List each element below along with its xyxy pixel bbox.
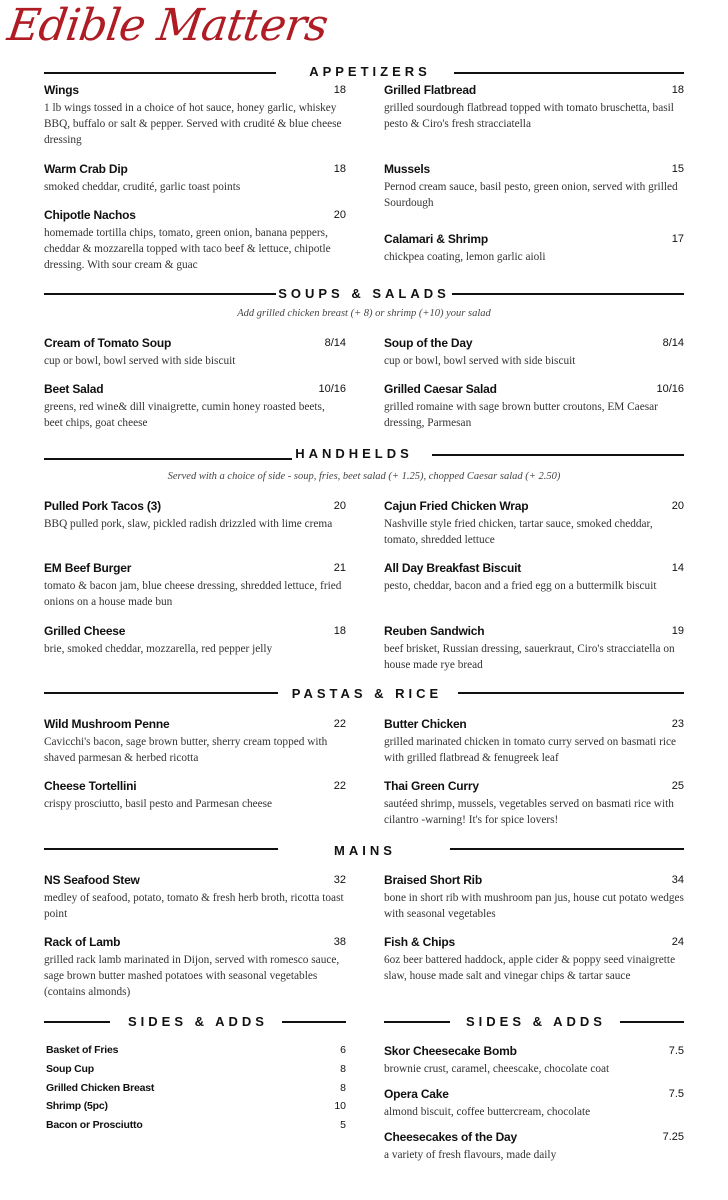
dessert-item-skor-cheesecake-bomb: [384, 1044, 684, 1077]
menu-item-chipotle-nachos: [44, 208, 346, 273]
section-divider: [452, 293, 684, 295]
item-description: beef brisket, Russian dressing, sauerkraut, Ciro's stracciatella on house made rye bread: [384, 643, 675, 671]
menu-item-ns-seafood-stew: [44, 873, 346, 922]
menu-item-calamari-shrimp: [384, 232, 684, 265]
menu-item-cajun-fried-chicken-wrap: [384, 499, 684, 548]
item-description: Pernod cream sauce, basil pesto, green onion, served with grilled Sourdough: [384, 181, 678, 209]
section-divider: [450, 848, 684, 850]
item-description: pesto, cheddar, bacon and a fried egg on a buttermilk biscuit: [384, 580, 657, 592]
menu-item-wings: [44, 83, 346, 148]
item-name: Beet Salad: [44, 382, 104, 396]
menu-item-pulled-pork-tacos: [44, 499, 346, 532]
item-name: Butter Chicken: [384, 717, 467, 731]
item-description: smoked cheddar, crudité, garlic toast points: [44, 181, 241, 193]
menu-item-grilled-cheese: [44, 624, 346, 657]
menu-item-braised-short-rib: [384, 873, 684, 922]
section-note: Add grilled chicken breast (+ 8) or shrimp (+10) your salad: [237, 308, 491, 319]
item-price: 7.25: [662, 1131, 684, 1143]
menu-item-beet-salad: [44, 382, 346, 431]
item-description: 6oz beer battered haddock, apple cider & poppy seed vinaigrette slaw, house made salt and vinegar chips & tartar sauce: [384, 954, 676, 982]
section-title-pastas-rice: PASTAS & RICE: [291, 686, 443, 701]
item-description: cup or bowl, bowl served with side biscuit: [384, 355, 576, 367]
item-name: Wild Mushroom Penne: [44, 717, 170, 731]
item-price: 18: [333, 84, 346, 96]
section-divider: [454, 72, 684, 74]
item-description: sautéed shrimp, mussels, vegetables served on basmati rice with cilantro -warning! It's for spice lovers!: [384, 798, 674, 826]
section-divider: [44, 692, 278, 694]
item-name: Cajun Fried Chicken Wrap: [384, 499, 529, 513]
item-name: Calamari & Shrimp: [384, 232, 488, 246]
item-name: Rack of Lamb: [44, 935, 121, 949]
item-price: 8: [340, 1063, 346, 1075]
item-price: 32: [333, 874, 346, 886]
section-divider: [44, 848, 278, 850]
item-price: 10/16: [656, 383, 684, 395]
item-name: Skor Cheesecake Bomb: [384, 1044, 517, 1058]
item-description: grilled rack lamb marinated in Dijon, served with romesco sauce, sage brown butter mashed potatoes with seasonal vegetables (contains almonds): [44, 954, 340, 998]
menu-item-all-day-breakfast-biscuit: [384, 561, 684, 594]
item-name: Wings: [44, 83, 79, 97]
item-price: 21: [333, 562, 346, 574]
item-price: 14: [671, 562, 684, 574]
menu-item-thai-green-curry: [384, 779, 684, 828]
menu-item-fish-chips: [384, 935, 684, 984]
item-name: Bacon or Prosciutto: [46, 1119, 143, 1131]
menu-item-rack-of-lamb: [44, 935, 346, 1000]
item-description: almond biscuit, coffee buttercream, chocolate: [384, 1106, 591, 1118]
item-name: Chipotle Nachos: [44, 208, 136, 222]
item-name: Reuben Sandwich: [384, 624, 485, 638]
item-name: EM Beef Burger: [44, 561, 132, 575]
item-name: Grilled Cheese: [44, 624, 126, 638]
item-price: 10/16: [318, 383, 346, 395]
item-price: 23: [671, 718, 684, 730]
item-price: 8: [340, 1082, 346, 1094]
item-name: Cheesecakes of the Day: [384, 1130, 518, 1144]
section-divider: [384, 1021, 450, 1023]
section-note: Served with a choice of side - soup, fries, beet salad (+ 1.25), chopped Caesar salad (+ 2.50): [167, 471, 561, 482]
section-title-sides-adds-right: SIDES & ADDS: [466, 1014, 606, 1029]
item-price: 20: [333, 209, 346, 221]
item-name: Braised Short Rib: [384, 873, 482, 887]
item-price: 6: [340, 1044, 346, 1056]
section-divider: [620, 1021, 684, 1023]
item-description: tomato & bacon jam, blue cheese dressing, shredded lettuce, fried onions on a house made bun: [44, 580, 342, 608]
menu-item-butter-chicken: [384, 717, 684, 766]
item-description: a variety of fresh flavours, made daily: [384, 1149, 557, 1161]
item-price: 38: [333, 936, 346, 948]
section-divider: [282, 1021, 346, 1023]
item-name: Soup Cup: [46, 1063, 94, 1075]
item-description: homemade tortilla chips, tomato, green onion, banana peppers, cheddar & mozzarella topped with taco beef & lettuce, chipotle dressing. With sour cream & guac: [44, 227, 331, 271]
item-description: chickpea coating, lemon garlic aioli: [384, 251, 546, 263]
section-title-handhelds: HANDHELDS: [295, 446, 413, 461]
item-description: crispy prosciutto, basil pesto and Parmesan cheese: [44, 798, 273, 810]
side-item-shrimp: [46, 1099, 346, 1114]
item-description: brownie crust, caramel, cheescake, chocolate coat: [384, 1063, 610, 1075]
item-description: 1 lb wings tossed in a choice of hot sauce, honey garlic, whiskey BBQ, buffalo or salt & pepper. Served with crudité & blue cheese dressing: [44, 102, 342, 146]
item-description: grilled romaine with sage brown butter croutons, EM Caesar dressing, Parmesan: [384, 401, 658, 429]
menu-item-reuben-sandwich: [384, 624, 684, 673]
item-price: 15: [671, 163, 684, 175]
section-divider: [458, 692, 684, 694]
item-description: BBQ pulled pork, slaw, pickled radish drizzled with lime crema: [44, 518, 333, 530]
section-divider: [44, 72, 276, 74]
item-description: Cavicchi's bacon, sage brown butter, sherry cream topped with shaved parmesan & herbed ricotta: [44, 736, 328, 764]
item-name: Opera Cake: [384, 1087, 449, 1101]
menu-item-warm-crab-dip: [44, 162, 346, 195]
item-price: 17: [671, 233, 684, 245]
item-description: bone in short rib with mushroom pan jus, house cut potato wedges with seasonal vegetables: [384, 892, 684, 920]
item-name: Shrimp (5pc): [46, 1100, 108, 1112]
item-name: Pulled Pork Tacos (3): [44, 499, 161, 513]
item-description: grilled sourdough flatbread topped with tomato bruschetta, basil pesto & Ciro's fresh stracciatella: [384, 102, 674, 130]
item-description: cup or bowl, bowl served with side biscuit: [44, 355, 236, 367]
item-description: medley of seafood, potato, tomato & fresh herb broth, ricotta toast point: [44, 892, 344, 920]
item-name: Basket of Fries: [46, 1044, 119, 1056]
item-price: 34: [671, 874, 684, 886]
side-item-soup-cup: [46, 1062, 346, 1077]
item-name: Warm Crab Dip: [44, 162, 128, 176]
item-price: 25: [671, 780, 684, 792]
item-price: 18: [671, 84, 684, 96]
side-item-basket-of-fries: [46, 1043, 346, 1058]
item-price: 19: [671, 625, 684, 637]
menu-item-cheese-tortellini: [44, 779, 346, 812]
menu-item-em-beef-burger: [44, 561, 346, 610]
section-title-mains: MAINS: [334, 843, 396, 858]
item-name: NS Seafood Stew: [44, 873, 140, 887]
item-description: Nashville style fried chicken, tartar sauce, smoked cheddar, tomato, shredded lettuce: [384, 518, 653, 546]
section-title-appetizers: APPETIZERS: [309, 64, 431, 79]
item-name: Soup of the Day: [384, 336, 473, 350]
section-divider: [44, 458, 292, 460]
item-price: 10: [334, 1100, 346, 1112]
item-price: 20: [333, 500, 346, 512]
item-price: 7.5: [668, 1088, 684, 1100]
menu-item-cream-of-tomato-soup: [44, 336, 346, 369]
item-name: Grilled Flatbread: [384, 83, 476, 97]
side-item-grilled-chicken-breast: [46, 1081, 346, 1096]
menu-item-soup-of-the-day: [384, 336, 684, 369]
item-description: greens, red wine& dill vinaigrette, cumin honey roasted beets, beet chips, goat cheese: [44, 401, 325, 429]
menu-item-wild-mushroom-penne: [44, 717, 346, 766]
menu-item-grilled-caesar-salad: [384, 382, 684, 431]
section-divider: [44, 293, 276, 295]
item-name: Cheese Tortellini: [44, 779, 137, 793]
item-price: 5: [340, 1119, 346, 1131]
section-title-sides-adds-left: SIDES & ADDS: [128, 1014, 268, 1029]
item-price: 18: [333, 163, 346, 175]
section-title-soups-salads: SOUPS & SALADS: [278, 286, 450, 301]
item-price: 22: [333, 718, 346, 730]
item-description: brie, smoked cheddar, mozzarella, red pepper jelly: [44, 643, 273, 655]
side-item-bacon-or-prosciutto: [46, 1118, 346, 1133]
item-price: 20: [671, 500, 684, 512]
section-divider: [432, 454, 684, 456]
item-name: All Day Breakfast Biscuit: [384, 561, 522, 575]
item-price: 24: [671, 936, 684, 948]
item-name: Mussels: [384, 162, 430, 176]
item-description: grilled marinated chicken in tomato curry served on basmati rice with grilled flatbread & fenugreek leaf: [384, 736, 677, 764]
item-name: Grilled Caesar Salad: [384, 382, 497, 396]
item-name: Fish & Chips: [384, 935, 455, 949]
dessert-item-opera-cake: [384, 1087, 684, 1120]
item-name: Cream of Tomato Soup: [44, 336, 172, 350]
dessert-item-cheesecakes-of-the-day: [384, 1130, 684, 1163]
brand-logo: Edible Matters: [4, 0, 331, 51]
item-price: 7.5: [668, 1045, 684, 1057]
item-price: 22: [333, 780, 346, 792]
item-name: Thai Green Curry: [384, 779, 479, 793]
menu-item-grilled-flatbread: [384, 83, 684, 132]
item-price: 18: [333, 625, 346, 637]
item-name: Grilled Chicken Breast: [46, 1082, 155, 1094]
item-price: 8/14: [662, 337, 684, 349]
section-divider: [44, 1021, 110, 1023]
menu-item-mussels: [384, 162, 684, 211]
item-price: 8/14: [324, 337, 346, 349]
